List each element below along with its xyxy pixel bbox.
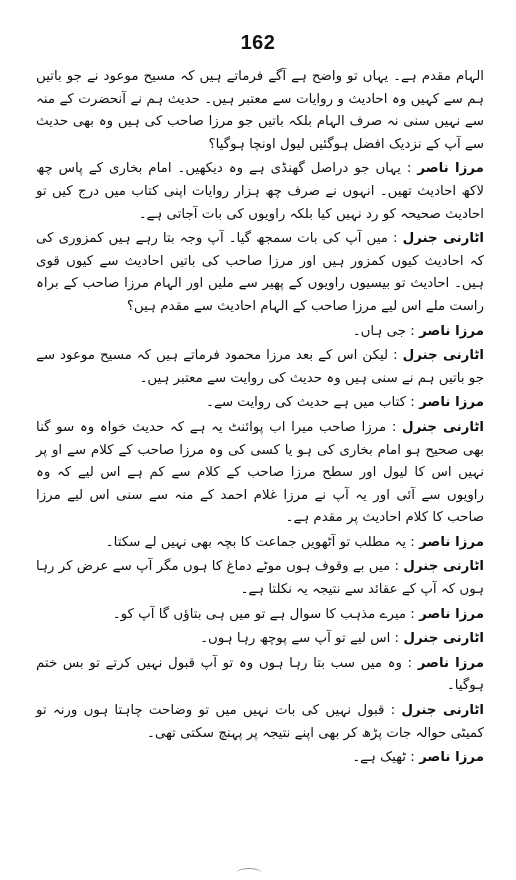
paragraph-text: یہاں جو دراصل گھنڈی ہے وہ دیکھیں۔ امام بخاری کے پاس چھ لاکھ احادیث تھیں۔ انہوں نے صرف چھ ہزار روایات اپنی کتاب میں درج کیں تو احادیث صحیحہ کو رد نہیں کیا بلکہ راویوں کی بات آجاتی ہے۔: [36, 161, 484, 222]
speaker-name: اٹارنی جنرل: [403, 559, 484, 575]
paragraph-text: وہ میں سب بتا رہا ہوں وہ تو آپ قبول نہیں کرتے تو بس ختم ہوگیا۔: [36, 655, 484, 694]
transcript-paragraph: [36, 66, 484, 156]
speaker-name: مرزا ناصر: [417, 655, 484, 671]
speaker-name: اٹارنی جنرل: [402, 231, 484, 247]
paragraph-text: اس لیے تو آپ سے پوچھ رہا ہوں۔: [200, 631, 391, 647]
paragraph-text: مرزا صاحب میرا اب پوائنٹ یہ ہے کہ حدیث خواہ وہ سو گنا بھی صحیح ہو امام بخاری کی ہو یا کسی کی وہ مرزا صاحب کے کلام سے او پر نہیں اس کا لیول اور سطح مرزا صاحب کے کلام سے کم ہے اس لیے کہ وہ راویوں سے آئی اور یہ آپ نے مرزا غلام احمد کے منہ سے سنی اس لیے مرزا صاحب کا کلام احادیث پر مقدم ہے۔: [36, 419, 484, 526]
speaker-name: مرزا ناصر: [419, 323, 484, 339]
paragraph-text: الہام مقدم ہے۔ یہاں تو واضح ہے آگے فرماتے ہیں کہ مسیح موعود نے جو باتیں ہم سے کہیں وہ احادیث و روایات سے معتبر ہیں۔ حدیث ہم نے آنحضرت کے منہ سے نہیں سنی نہ صرف الہام بلکہ باتیں جو مرزا صاحب کی ہیں وہ بھی حدیث سے آپ کے نزدیک افضل ہوگئیں لیول اونچا ہوگیا؟: [36, 69, 484, 152]
scan-mark: [236, 868, 262, 879]
transcript-paragraph: اٹارنی جنرل : میں آپ کی بات سمجھ گیا۔ آپ وجہ بتا رہے ہیں کمزوری کی کہ احادیث کیوں کمزور ہیں اور مرزا صاحب کی باتیں احادیث سے کیوں قوی ہیں۔ احادیث تو بیسیوں راویوں کے پھیر سے ملیں اور الہام مرزا صاحب کے براہ راست ملے اس لیے مرزا صاحب کے الہام احادیث سے مقدم ہیں؟: [36, 231, 484, 314]
transcript-paragraph: اٹارنی جنرل : قبول نہیں کی بات نہیں میں تو وضاحت چاہتا ہوں ورنہ تو کمیٹی حوالہ جات پڑھ کر بھی اپنے نتیجہ پر پہنچ سکتی تھی۔: [36, 703, 484, 741]
transcript-paragraph: مرزا ناصر : میرے مذہب کا سوال ہے تو میں ہی بتاؤں گا آپ کو۔: [112, 606, 484, 622]
paragraph-text: میں بے وقوف ہوں موٹے دماغ کا ہوں مگر آپ سے عرض کر رہا ہوں کہ آپ کے عقائد سے نتیجہ یہ نکلتا ہے۔: [36, 559, 484, 598]
transcript-body: [36, 66, 484, 772]
speaker-name: اٹارنی جنرل: [401, 419, 484, 435]
paragraph-text: جی ہاں۔: [352, 323, 407, 339]
paragraph-text: یہ مطلب تو آٹھویں جماعت کا بچہ بھی نہیں لے سکتا۔: [105, 534, 407, 550]
speaker-name: اٹارنی جنرل: [401, 703, 484, 719]
page-number: 162: [240, 32, 276, 54]
transcript-paragraph: اٹارنی جنرل : مرزا صاحب میرا اب پوائنٹ یہ ہے کہ حدیث خواہ وہ سو گنا بھی صحیح ہو امام بخاری کی ہو یا کسی کی وہ مرزا صاحب کے کلام سے او پر نہیں اس کا لیول اور سطح مرزا صاحب کے کلام سے کم ہے اس لیے کہ وہ راویوں سے آئی اور یہ آپ نے مرزا غلام احمد کے منہ سے سنی اس لیے مرزا صاحب کا کلام احادیث پر مقدم ہے۔: [36, 419, 484, 526]
transcript-paragraph: اٹارنی جنرل : لیکن اس کے بعد مرزا محمود فرماتے ہیں کہ مسیح موعود سے جو باتیں ہم نے سنی ہیں وہ حدیث کی روایت سے معتبر ہیں۔: [36, 348, 484, 386]
speaker-name: مرزا ناصر: [417, 161, 484, 177]
paragraph-text: قبول نہیں کی بات نہیں میں تو وضاحت چاہتا ہوں ورنہ تو کمیٹی حوالہ جات پڑھ کر بھی اپنے نتیجہ پر پہنچ سکتی تھی۔: [36, 703, 484, 741]
speaker-name: مرزا ناصر: [419, 606, 484, 622]
transcript-paragraph: مرزا ناصر : کتاب میں ہے حدیث کی روایت سے۔: [206, 395, 484, 411]
speaker-name: مرزا ناصر: [419, 750, 484, 766]
paragraph-text: میرے مذہب کا سوال ہے تو میں ہی بتاؤں گا آپ کو۔: [112, 606, 407, 622]
speaker-name: اٹارنی جنرل: [403, 631, 484, 647]
paragraph-text: لیکن اس کے بعد مرزا محمود فرماتے ہیں کہ مسیح موعود سے جو باتیں ہم نے سنی ہیں وہ حدیث کی روایت سے معتبر ہیں۔: [36, 348, 484, 386]
speaker-name: مرزا ناصر: [419, 534, 484, 550]
transcript-paragraph: مرزا ناصر : ٹھیک ہے۔: [352, 750, 484, 766]
paragraph-text: میں آپ کی بات سمجھ گیا۔ آپ وجہ بتا رہے ہیں کمزوری کی کہ احادیث کیوں کمزور ہیں اور مرزا صاحب کی باتیں احادیث سے کیوں قوی ہیں۔ احادیث تو بیسیوں راویوں کے پھیر سے ملیں اور الہام مرزا صاحب کے براہ راست ملے اس لیے مرزا صاحب کے الہام احادیث سے مقدم ہیں؟: [36, 231, 484, 314]
transcript-paragraph: مرزا ناصر : وہ میں سب بتا رہا ہوں وہ تو آپ قبول نہیں کرتے تو بس ختم ہوگیا۔: [36, 655, 484, 694]
paragraph-text: کتاب میں ہے حدیث کی روایت سے۔: [206, 395, 407, 411]
speaker-name: اٹارنی جنرل: [402, 348, 484, 364]
transcript-paragraph: مرزا ناصر : جی ہاں۔: [352, 323, 484, 339]
paragraph-text: ٹھیک ہے۔: [352, 750, 407, 766]
transcript-paragraph: مرزا ناصر : یہ مطلب تو آٹھویں جماعت کا بچہ بھی نہیں لے سکتا۔: [105, 534, 484, 550]
transcript-paragraph: اٹارنی جنرل : اس لیے تو آپ سے پوچھ رہا ہوں۔: [200, 631, 484, 647]
speaker-name: مرزا ناصر: [419, 395, 484, 411]
transcript-paragraph: مرزا ناصر : یہاں جو دراصل گھنڈی ہے وہ دیکھیں۔ امام بخاری کے پاس چھ لاکھ احادیث تھیں۔ انہوں نے صرف چھ ہزار روایات اپنی کتاب میں درج کیں تو احادیث صحیحہ کو رد نہیں کیا بلکہ راویوں کی بات آجاتی ہے۔: [36, 161, 484, 222]
transcript-paragraph: اٹارنی جنرل : میں بے وقوف ہوں موٹے دماغ کا ہوں مگر آپ سے عرض کر رہا ہوں کہ آپ کے عقائد سے نتیجہ یہ نکلتا ہے۔: [36, 559, 484, 598]
